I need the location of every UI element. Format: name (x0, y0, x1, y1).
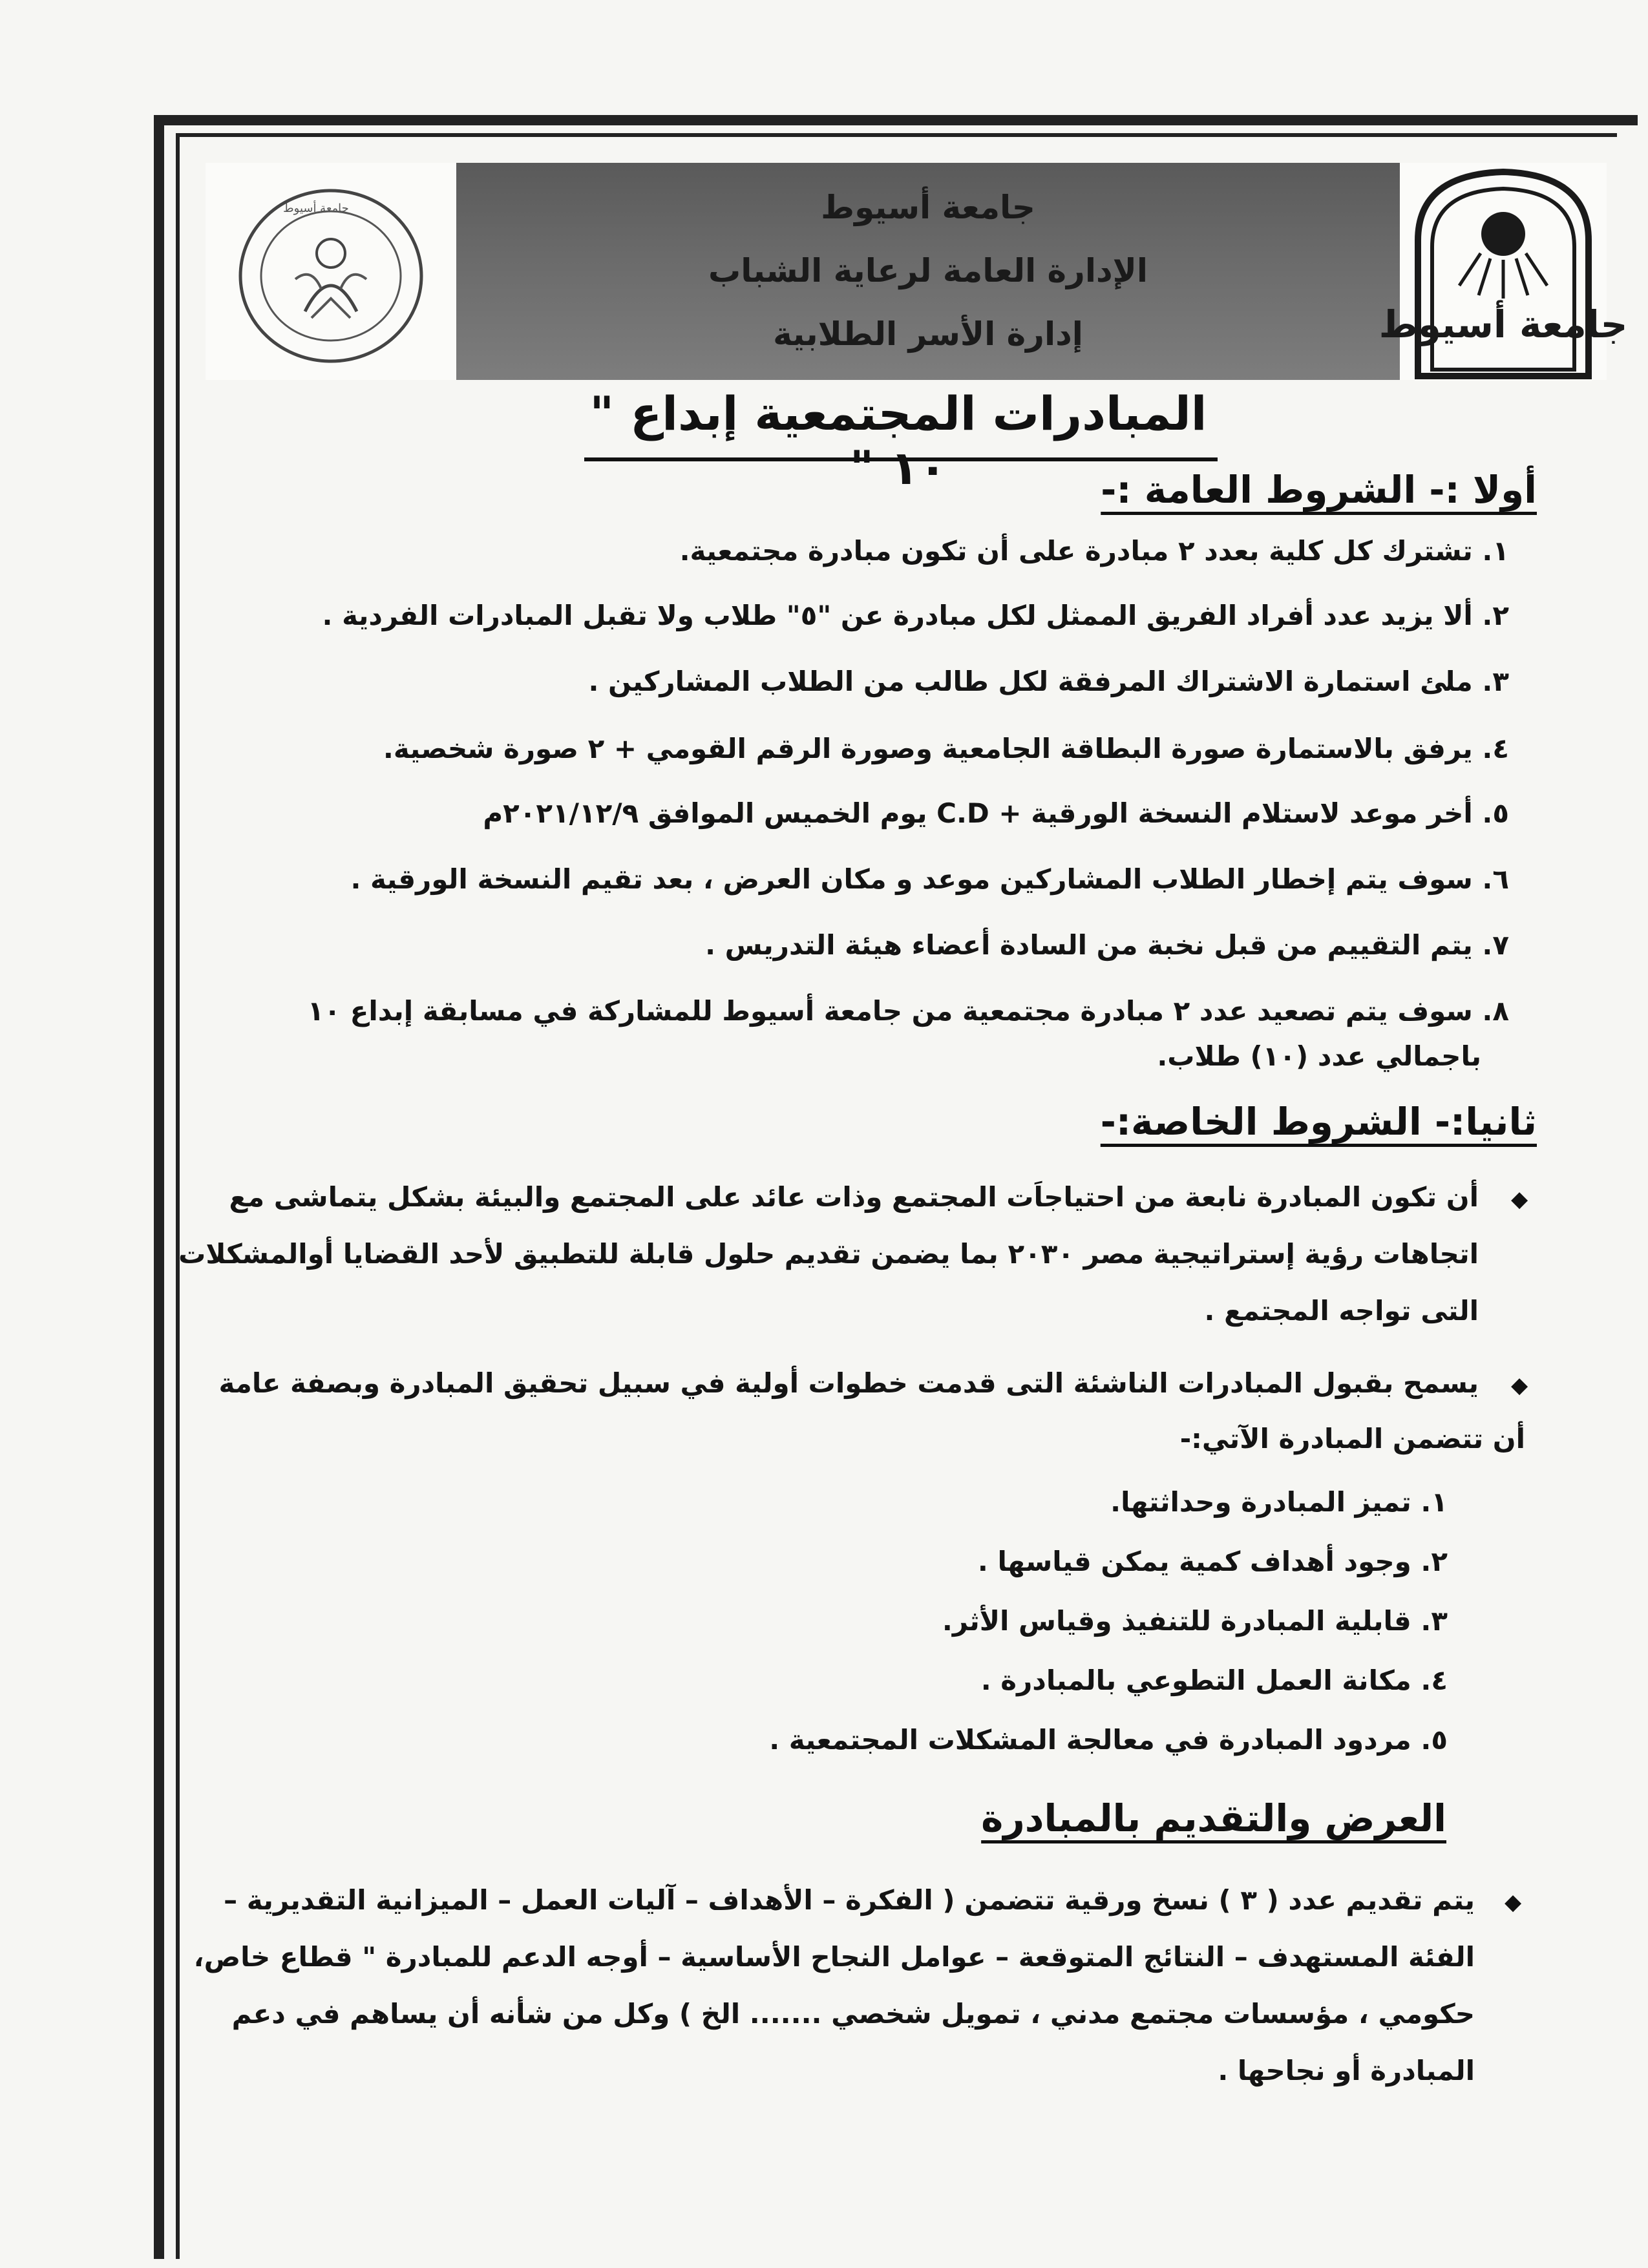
youth-welfare-seal-area (206, 163, 456, 380)
special-para2-line1: يسمح بقبول المبادرات الناشئة التى قدمت خطوات أولية في سبيل تحقيق المبادرة وبصفة عامة (218, 1367, 1479, 1399)
seal-caption: جامعة أسيوط (283, 202, 349, 215)
document-title: المبادرات المجتمعية إبداع " ١٠ " (589, 386, 1207, 495)
title-underline (584, 457, 1218, 461)
letterhead (206, 163, 1628, 380)
general-conditions-heading: أولا :- الشروط العامة :- (1101, 468, 1537, 512)
general-item-4: ٤. يرفق بالاستمارة صورة البطاقة الجامعية وصورة الرقم القومي + ٢ صورة شخصية. (383, 733, 1509, 764)
general-item-8: ٨. سوف يتم تصعيد عدد ٢ مبادرة مجتمعية من جامعة أسيوط للمشاركة في مسابقة إبداع ١٠ (307, 995, 1509, 1027)
general-item-5: ٥. أخر موعد لاستلام النسخة الورقية + C.D يوم الخميس الموافق ٢٠٢١/١٢/٩م (483, 797, 1509, 829)
special-para1-line3: التى تواجه المجتمع . (1204, 1295, 1479, 1327)
logo-wordmark: جامعة أسيوط (1379, 302, 1628, 346)
presentation-line2: الفئة المستهدف – النتائج المتوقعة – عوامل النجاح الأساسية – أوجه الدعم للمبادرة " قطاع خاص، (193, 1941, 1475, 1973)
presentation-line4: المبادرة أو نجاحها . (1218, 2055, 1475, 2086)
university-logo-area (1379, 163, 1628, 380)
special-para1-line2: اتجاهات رؤية إستراتيجية مصر ٢٠٣٠ بما يضمن تقديم حلول قابلة للتطبيق لأحد القضايا أوالمشكلات (178, 1238, 1479, 1270)
university-name: جامعة أسيوط (821, 189, 1035, 226)
general-item-3: ٣. ملئ استمارة الاشتراك المرفقة لكل طالب من الطلاب المشاركين . (588, 666, 1509, 697)
special-para2-line2: أن تتضمن المبادرة الآتي:- (1179, 1423, 1525, 1454)
general-item-2: ٢. ألا يزيد عدد أفراد الفريق الممثل لكل مبادرة عن "٥" طلاب ولا تقبل المبادرات الفردية . (322, 600, 1509, 631)
presentation-heading: العرض والتقديم بالمبادرة (981, 1796, 1446, 1840)
bullet-icon: ◆ (1511, 1186, 1528, 1212)
general-item-8-continued: باجمالي عدد (١٠) طلاب. (1157, 1040, 1481, 1072)
bullet-icon: ◆ (1505, 1889, 1522, 1915)
general-item-6: ٦. سوف يتم إخطار الطلاب المشاركين موعد و مكان العرض ، بعد تقيم النسخة الورقية . (350, 863, 1509, 895)
special-item-5: ٥. مردود المبادرة في معالجة المشكلات المجتمعية . (769, 1724, 1448, 1756)
letterhead-band (456, 163, 1400, 380)
presentation-line3: حكومي ، مؤسسات مجتمع مدني ، تمويل شخصي ....... الخ ) وكل من شأنه أن يساهم في دعم (231, 1998, 1475, 2030)
assiut-university-logo-icon (1379, 163, 1628, 380)
special-item-4: ٤. مكانة العمل التطوعي بالمبادرة . (980, 1664, 1448, 1696)
special-item-2: ٢. وجود أهداف كمية يمكن قياسها . (977, 1546, 1448, 1577)
general-item-1: ١. تشترك كل كلية بعدد ٢ مبادرة على أن تكون مبادرة مجتمعية. (679, 535, 1509, 567)
department-name: الإدارة العامة لرعاية الشباب (708, 252, 1148, 289)
special-item-3: ٣. قابلية المبادرة للتنفيذ وقياس الأثر. (942, 1605, 1448, 1637)
office-name: إدارة الأسر الطلابية (773, 315, 1083, 353)
presentation-line1: يتم تقديم عدد ( ٣ ) نسخ ورقية تتضمن ( الفكرة – الأهداف – آليات العمل – الميزانية التقديرية – (224, 1884, 1475, 1916)
special-conditions-heading: ثانيا:- الشروط الخاصة:- (1100, 1100, 1537, 1144)
special-para1-line1: أن تكون المبادرة نابعة من احتياجاَت المجتمع وذات عائد على المجتمع والبيئة بشكل يتماشى مع (229, 1181, 1479, 1213)
general-item-7: ٧. يتم التقييم من قبل نخبة من السادة أعضاء هيئة التدريس . (705, 929, 1509, 961)
special-item-1: ١. تميز المبادرة وحداثتها. (1110, 1486, 1448, 1518)
bullet-icon: ◆ (1511, 1372, 1528, 1398)
